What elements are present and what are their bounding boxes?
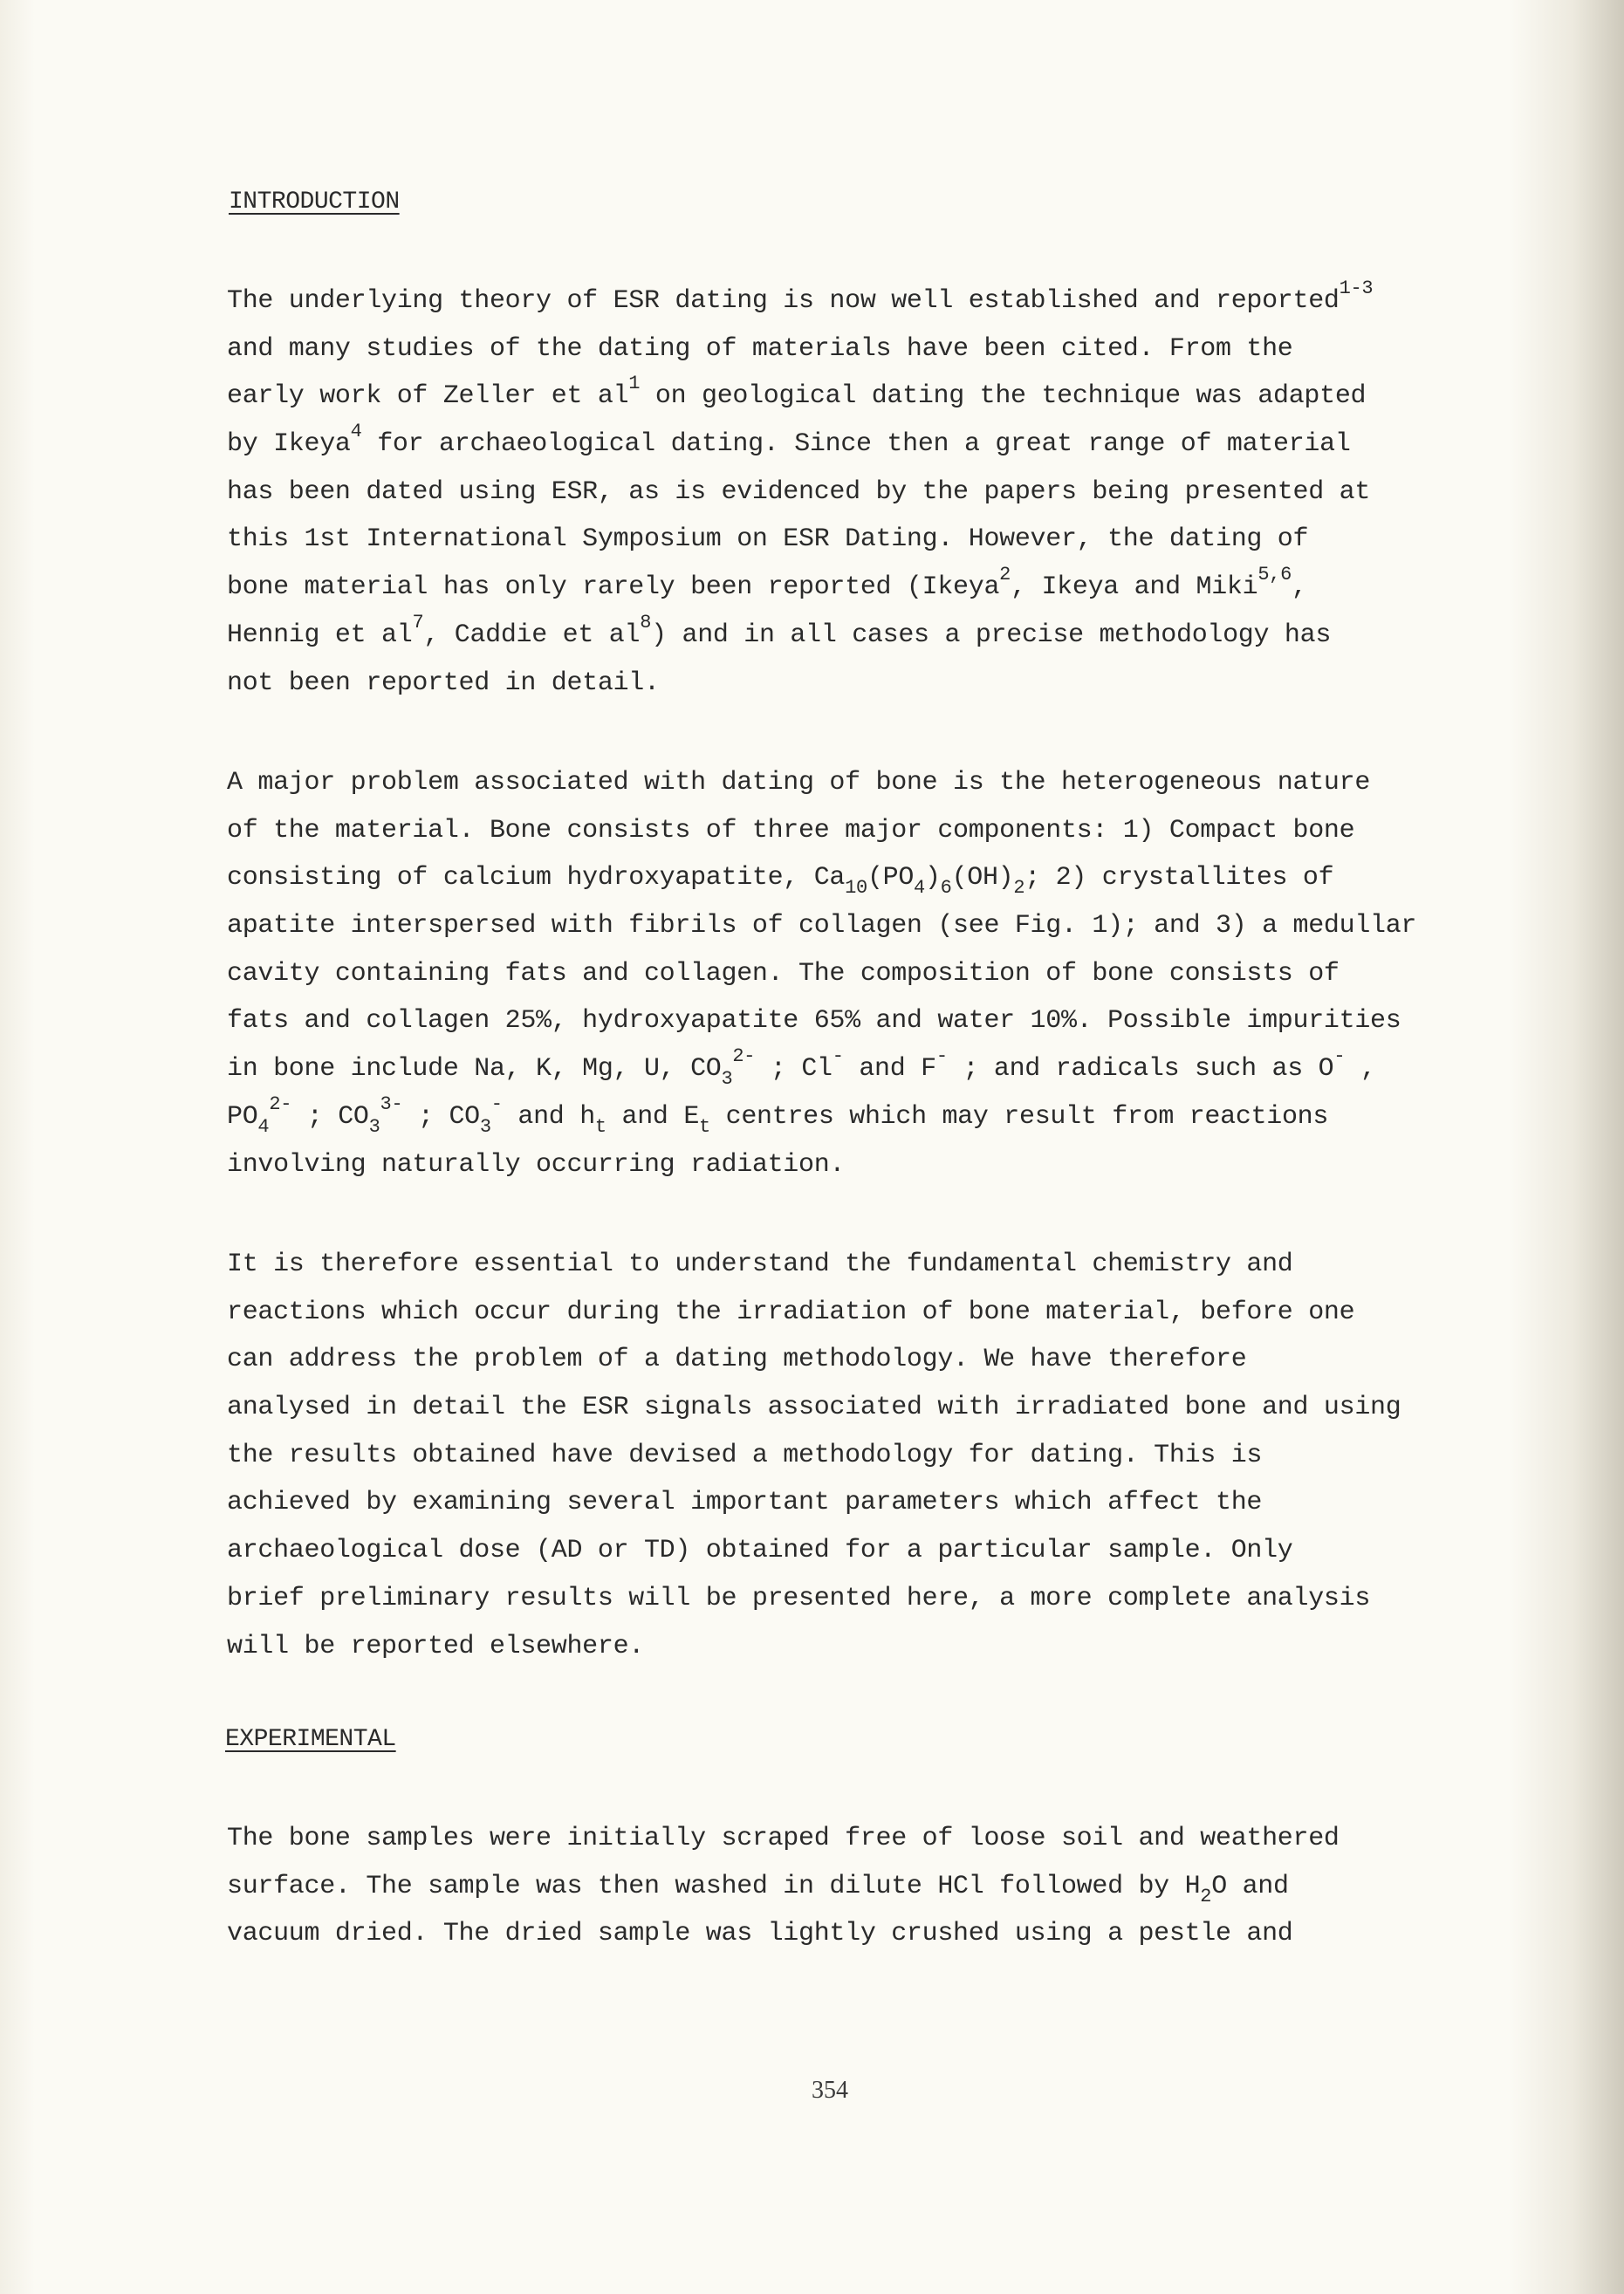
text-line: The underlying theory of ESR dating is now well established and reported$^{1-3}$ bbox=[227, 277, 1374, 316]
text-line: Hennig et $al^7$, Caddie et $al^8$) and in all cases a precise methodology has bbox=[227, 611, 1332, 650]
text-line: by Ikeya$^4$ for archaeological dating. Since then a great range of material bbox=[227, 421, 1351, 460]
heading-experimental: EXPERIMENTAL bbox=[225, 1726, 396, 1753]
text-line: consisting of calcium hydroxyapatite, $Ca_{10}(PO_4)_6(OH)_2$; 2) crystallites of bbox=[227, 863, 1334, 900]
text-line: brief preliminary results will be presented here, a more complete analysis bbox=[227, 1583, 1371, 1613]
citation-ref: 7 bbox=[412, 611, 424, 633]
text-line: apatite interspersed with fibrils of collagen (see Fig. 1); and 3) a medullar bbox=[227, 911, 1417, 942]
citation-ref: 5,6 bbox=[1257, 564, 1292, 586]
text-line: bone material has only rarely been reported (Ikeya$^2$, Ikeya and Miki$^{5,6}$, bbox=[227, 564, 1307, 603]
text-line: of the material. Bone consists of three major components: 1) Compact bone bbox=[227, 815, 1355, 846]
text-line: not been reported in detail. bbox=[227, 668, 660, 698]
text-line: this 1st International Symposium on ESR Dating. However, the dating of bbox=[227, 524, 1309, 555]
citation-ref: 4 bbox=[350, 421, 362, 443]
paragraph-intro-3 bbox=[227, 1241, 1501, 1670]
page-edge-shadow-left bbox=[0, 0, 35, 2294]
text-line: has been dated using ESR, as is evidenced by the papers being presented at bbox=[227, 476, 1371, 507]
text-line: involving naturally occurring radiation. bbox=[227, 1149, 846, 1180]
text-line: $PO_4^{2-}$ ; $CO_3^{3-}$ ; $CO_3^-$ and $h_t$ and $E_t$ centres which may result from reactions bbox=[227, 1092, 1329, 1138]
page-number: 354 bbox=[812, 2077, 848, 2104]
citation-ref: 1-3 bbox=[1339, 277, 1374, 299]
text-line: It is therefore essential to understand the fundamental chemistry and bbox=[227, 1250, 1293, 1279]
text-line: analysed in detail the ESR signals associated with irradiated bone and using bbox=[227, 1393, 1401, 1423]
text-line: the results obtained have devised a methodology for dating. This is bbox=[227, 1440, 1263, 1470]
text-line: reactions which occur during the irradiation of bone material, before one bbox=[227, 1297, 1355, 1327]
text-line: can address the problem of a dating methodology. We have therefore bbox=[227, 1345, 1247, 1375]
text-line: A major problem associated with dating of bone is the heterogeneous nature bbox=[227, 768, 1371, 798]
citation-ref: 1 bbox=[628, 373, 641, 395]
text-line: fats and collagen 25%, hydroxyapatite 65% and water 10%. Possible impurities bbox=[227, 1006, 1401, 1037]
page-edge-shadow-right bbox=[1511, 0, 1624, 2294]
text-line: achieved by examining several important parameters which affect the bbox=[227, 1488, 1263, 1518]
text-line: cavity containing fats and collagen. The composition of bone consists of bbox=[227, 958, 1340, 989]
text-line: archaeological dose (AD or TD) obtained for a particular sample. Only bbox=[227, 1536, 1293, 1566]
citation-ref: 2 bbox=[999, 564, 1011, 586]
heading-introduction: INTRODUCTION bbox=[229, 188, 400, 216]
paragraph-intro-2 bbox=[227, 759, 1501, 1188]
text-line: The bone samples were initially scraped free of loose soil and weathered bbox=[227, 1824, 1340, 1853]
text-line: surface. The sample was then washed in dilute HCl followed by $H_2O$ and bbox=[227, 1871, 1289, 1907]
text-line: and many studies of the dating of materials have been cited. From the bbox=[227, 333, 1293, 364]
paragraph-experimental-1 bbox=[227, 1815, 1501, 1958]
text-line: will be reported elsewhere. bbox=[227, 1631, 644, 1661]
citation-ref: 8 bbox=[640, 611, 652, 633]
text-line: in bone include Na, K, Mg, U, $CO_3^{2-}$ ; Cl- and F- ; and radicals such as O- , bbox=[227, 1045, 1376, 1091]
paragraph-intro-1 bbox=[227, 277, 1501, 707]
text-line: early work of Zeller et $al^1$ on geological dating the technique was adapted bbox=[227, 373, 1367, 412]
text-line: vacuum dried. The dried sample was lightly crushed using a pestle and bbox=[227, 1919, 1293, 1949]
